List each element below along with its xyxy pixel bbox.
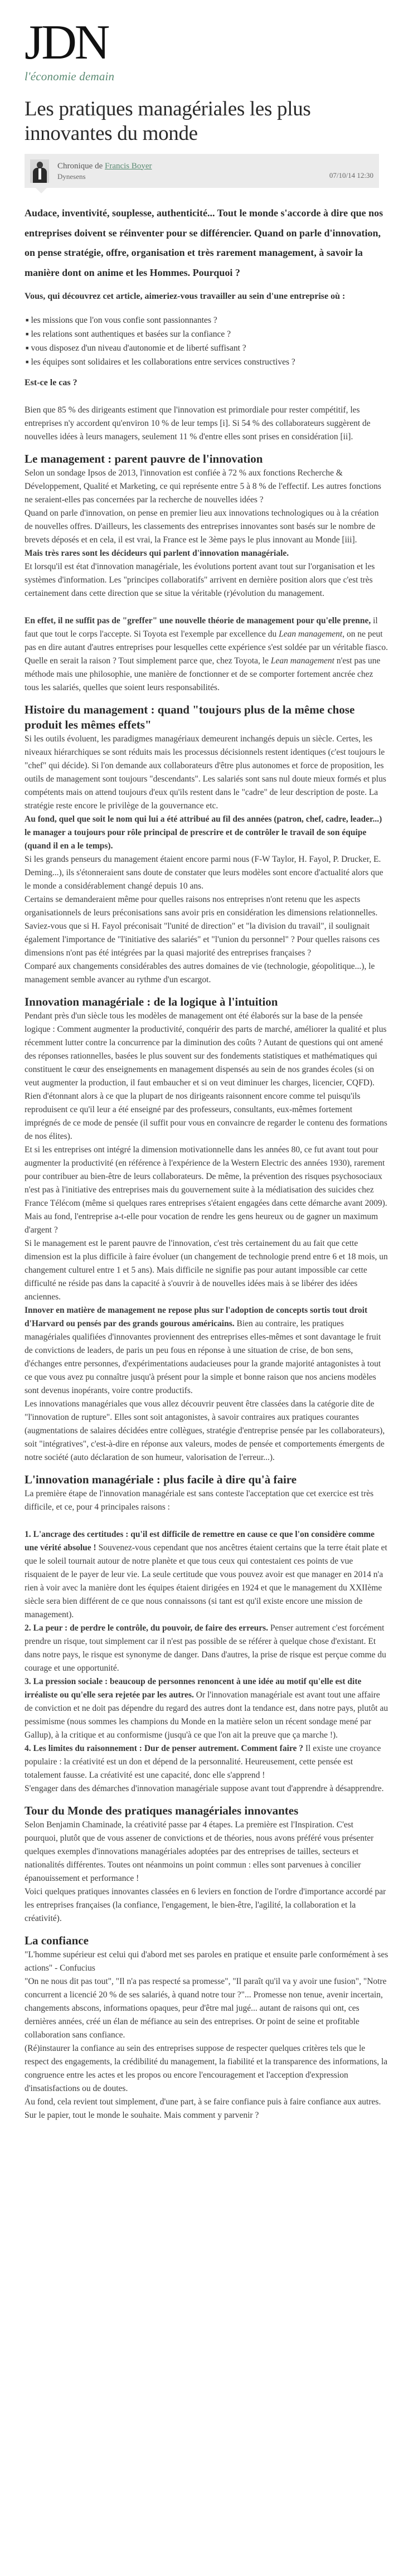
author-box (25, 154, 379, 188)
text-run: , on ne peut pas en dire autant d'autres entreprises pour lesquelles cette expérience s'est soldée par un véritable fiasco. Quelle en serait la raison ? Tout simplement parce que, chez Toyota, le (25, 629, 388, 666)
paragraph: Si le management est le parent pauvre de l'innovation, c'est très certainement du au fait que cette dimension est la plus difficile à faire évoluer (un changement de technologie prend entre 6 et 18 mois, un changement culturel entre 1 et 5 ans). Mais difficile ne signifie pas pour autant impossible car cette difficulté ne réside pas dans la capacité à s'ouvrir à de nouvelles idées mais à se libérer des idées anciennes. (25, 1239, 388, 1302)
paragraph: Pendant près d'un siècle tous les modèles de management ont été élaborés sur la base de la pensée logique : Comment augmenter la productivité, conquérir des parts de marché, améliorer la qualité et plus récemment lutter contre la concurrence par la diminution des coûts ? Autant de questions qui ont amené des réponses rationnelles, basées le plus souvent sur des fondements statistiques et mathématiques qui constituent le cœur des enseignements en management dispensés au sein de nos grandes écoles (si on veut augmenter la production, il faut embaucher et si on veut diminuer les charges, licencier, CQFD). (25, 1011, 387, 1088)
paragraph: Si les outils évoluent, les paradigmes managériaux demeurent inchangés depuis un siècle. Certes, les niveaux hiérarchiques se sont réduits mais les processus décisionnels restent identiques (c'est toujours le "chef" qui décide). Si l'on demande aux collaborateurs d'être plus autonomes et force de proposition, les outils de management sont toujours "descendants". Les salariés sont sans nul doute mieux formés et plus compétents mais on attend toujours d'eux qu'ils restent dans le "cadre" de leur description de poste. La stratégie reste encore le privilège de la gouvernance etc. (25, 734, 386, 811)
section-heading: Innovation managériale : de la logique à l'intuition (25, 995, 278, 1008)
author-meta (57, 161, 329, 181)
paragraph: Selon Benjamin Chaminade, la créativité passe par 4 étapes. La première est l'Inspiration. C'est pourquoi, plutôt que de vous assener de convictions et de théories, nous avons préféré vous présenter quelques exemples d'innovations managériales adoptées par des entreprises de tailles, secteurs et nationalités différentes. Toutes ont néanmoins un point commun : elles sont parvenues à concilier épanouissement et performance ! (25, 1820, 374, 1883)
author-avatar[interactable] (30, 159, 49, 183)
section-heading: L'innovation managériale : plus facile à dire qu'à faire (25, 1473, 297, 1486)
jdn-logo[interactable]: JDN (25, 16, 108, 70)
article-title: Les pratiques managériales les plus innovantes du monde (25, 98, 311, 145)
paragraph: Et lorsqu'il est état d'innovation managériale, les évolutions portent avant tout sur l'organisation et les systèmes d'information. Les "principes collaboratifs" arrivent en dernière position alors que c'est très certainement dans cette direction que se situe la véritable (r)évolution du management. (25, 562, 375, 598)
section-heading: Histoire du management : quand "toujours plus de la même chose produit les mêmes effets" (25, 703, 355, 731)
text-run: Penser autrement c'est forcément prendre un risque, tout simplement car il n'est pas possible de se référer à quelque chose d'existant. Et dans notre pays, le risque est synonyme de danger. Dans d'autres, la prise de risque est perçue comme du courage et une opportunité. (25, 1623, 386, 1673)
intro-checklist (26, 313, 388, 369)
bold-statement: Innover en matière de management ne repose plus sur l'adoption de concepts sortis tout droit d'Harvard ou pensés par des grands gourous américains. (25, 1306, 368, 1328)
paragraph: La première étape de l'innovation managériale est sans conteste l'acceptation que cet exercice est très difficile, et ce, pour 4 principales raisons : (25, 1489, 374, 1512)
paragraph: "On ne nous dit pas tout", "Il n'a pas respecté sa promesse", "Il paraît qu'il va y avoir une fusion", "Notre concurrent a licencié 20 % de ses salariés, à quand notre tour ?"... Promesse non tenue, avenir incertain, changements abscons, informations opaques, peur d'être mal jugé... autant de raisons qui ont, ces dernières années, créé un élan de méfiance au sein des entreprises. Or point de seine et profitable collaboration sans confiance. (25, 1977, 387, 2040)
bold-paragraph (25, 547, 388, 560)
bold-statement: Au fond, quel que soit le nom qui lui a été attribué au fil des années (patron, chef, cadre, leader...) le manager a toujours pour rôle principal de prescrire et de contrôler le travail de son équipe (quand il en a le temps). (25, 814, 382, 851)
list-item: ■ les missions que l'on vous confie sont passionnantes ? (26, 313, 388, 327)
paragraph: Quand on parle d'innovation, on pense en premier lieu aux innovations technologiques ou à la création de nouvelles offres. D'ailleurs, les classements des entreprises innovantes sont basés sur le nombre de brevets déposés et en cela, il est vrai, la France est le 3ème pays le plus innovant au Monde [iii]. (25, 508, 379, 545)
reason-2 (25, 1622, 388, 1675)
italic-term: Lean management (270, 656, 334, 666)
list-item: ■ vous disposez d'un niveau d'autonomie et de liberté suffisant ? (26, 341, 388, 355)
paragraph: Selon un sondage Ipsos de 2013, l'innovation est confiée à 72 % aux fonctions Recherche & Développement, Qualité et Marketing, ce qui représente entre 5 à 8 % de l'effectif. Les autres fonctions ne seraient-elles pas concernées par la recherche de nouvelles idées ? (25, 468, 381, 504)
confucius-quote: "L'homme supérieur est celui qui d'abord met ses paroles en pratique et ensuite parle conformément à ses actions" - Confucius (25, 1950, 388, 1973)
reason-3 (25, 1675, 388, 1742)
paragraph: Voici quelques pratiques innovantes classées en 6 leviers en fonction de l'ordre d'importance accordé par les entreprises françaises (la confiance, l'engagement, le bien-être, l'agilité, la collaboration et la créativité). (25, 1887, 386, 1923)
paragraph: Les innovations managériales que vous allez découvrir peuvent être classées dans la catégorie dite de "l'innovation de rupture". Elles sont soit antagonistes, à savoir contraires aux pratiques courantes (augmentations de salaires décidées entre collègues, stratégie d'entreprise pensée par les collaborateurs), soit "intégratives", c'est-à-dire en réponse aux valeurs, modes de pensée et comportements émergents de notre société (auto déclaration de son humeur, valorisation de l'erreur...). (25, 1399, 385, 1462)
text-run: Bien au contraire, les pratiques managériales qualifiées d'innovantes proviennent des entreprises elles-mêmes et sont davantage le fruit de convictions de leaders, de paris un peu fous en réponse à une situation de crise, de bon sens, d'échanges entre personnes, d'expérimentations audacieuses pour la grande majorité antagonistes à tout ce que vous avez pu connaître jusqu'à présent pour la simple et bonne raison que nos anciens modèles sont devenus inopérants, voire contre productifs. (25, 1319, 381, 1395)
bold-statement: 3. La pression sociale : beaucoup de personnes renoncent à une idée au motif qu'elle est dite irréaliste ou qu'elle sera rejetée par les autres. (25, 1677, 362, 1700)
paragraph (25, 1304, 388, 1398)
section-tour-du-monde (25, 1803, 388, 1925)
paragraph: Comparé aux changements considérables des autres domaines de vie (technologie, géopolitique...), le management semble avancer au rythme d'un escargot. (25, 962, 375, 984)
bold-statement: 2. La peur : de perdre le contrôle, du pouvoir, de faire des erreurs. (25, 1623, 268, 1633)
text-run: n'est pas une méthode mais une philosophie, une manière de fonctionner et de se comporter fortement ancrée chez tous les salariés, quelles que soient leurs responsabilités. (25, 656, 381, 692)
paragraph: (Ré)instaurer la confiance au sein des entreprises suppose de respecter quelques critères tels que le respect des engagements, la crédibilité du management, la fiabilité et la transparence des informations, la congruence entre les actes et les propos ou encore l'encouragement et l'acception d'expression d'insatisfactions ou de doutes. (25, 2044, 388, 2093)
paragraph: Certains se demanderaient même pour quelles raisons nos entreprises n'ont retenu que les aspects organisationnels de leurs préconisations sans avoir pris en considération les dimensions relationnelles. Saviez-vous que si H. Fayol préconisait "l'unité de direction" et "la division du travail", il soulignait également l'importance de "l'initiative des salariés" et "l'union du personnel" ? Pour quelles raisons ces dimensions n'ont pas été intégrées par la quasi majorité des entreprises françaises ? (25, 895, 380, 958)
intro-paragraph: Bien que 85 % des dirigeants estiment que l'innovation est primordiale pour rester compétitif, les entreprises n'y accordent qu'environ 10 % de leur temps [i]. Si 54 % des collaborateurs suggèrent de nouvelles idées à leurs managers, seulement 11 % d'entre elles sont prises en considération [ii]. (25, 405, 371, 442)
bold-statement: Mais très rares sont les décideurs qui parlent d'innovation managériale. (25, 549, 289, 558)
section-logique-intuition (25, 994, 388, 1464)
section-histoire-management (25, 702, 388, 987)
publish-date: 07/10/14 12:30 (329, 171, 373, 180)
section-plus-facile-a-dire (25, 1472, 388, 1796)
reason-4 (25, 1742, 388, 1782)
paragraph: Si les grands penseurs du management étaient encore parmi nous (F-W Taylor, H. Fayol, P. Drucker, E. Deming...), ils s'étonneraient sans doute de constater que leurs modèles sont encore d'actualité alors que le monde a considérablement changé depuis 10 ans. (25, 855, 383, 891)
reason-1 (25, 1528, 388, 1622)
section-la-confiance (25, 1933, 388, 2122)
bold-statement: En effet, il ne suffit pas de "greffer" une nouvelle théorie de management pour qu'elle prenne, (25, 616, 371, 625)
italic-term: Lean management (279, 629, 343, 639)
section-heading: Le management : parent pauvre de l'innovation (25, 452, 263, 465)
intro-question: Vous, qui découvrez cet article, aimeriez-vous travailler au sein d'une entreprise où : (25, 292, 346, 301)
author-company: Dynesens (57, 172, 86, 181)
paragraph-toyota (25, 614, 388, 695)
paragraph: Rien d'étonnant alors à ce que la plupart de nos dirigeants raisonnent encore comme tel puisqu'ils reproduisent ce qu'il leur a été enseigné par des professeurs, consultants, eux-mêmes fortement imprégnés de ce mode de pensée (il suffit pour vous en convaincre de regarder le contenu des formations de nos élites). (25, 1091, 387, 1141)
bold-statement: 1. L'ancrage des certitudes : qu'il est difficile de remettre en cause ce que l'on considère comme une vérité absolue ! (25, 1530, 375, 1553)
article-lead: Audace, inventivité, souplesse, authenticité... Tout le monde s'accorde à dire que nos entreprises doivent se réinventer pour se différencier. Quand on parle d'innovation, on pense stratégie, offre, organisation et très rarement management, à savoir la manière dont on anime et les Hommes. Pourquoi ? (25, 207, 383, 278)
section-heading: Tour du Monde des pratiques managériales innovantes (25, 1804, 299, 1817)
paragraph: Au fond, cela revient tout simplement, d'une part, à se faire confiance puis à faire confiance aux autres. Sur le papier, tout le monde le souhaite. Mais comment y parvenir ? (25, 2097, 381, 2120)
text-run: Or l'innovation managériale est avant tout une affaire de conviction et ne doit pas dépendre du regard des autres dont la tendance est, dans notre pays, plutôt au pessimisme (nous sommes les champions du Monde en la matière selon un récent sondage mené par Gallup), à la critique et au conformisme (jusqu'à ce que l'on ait la preuve que ça marche !). (25, 1690, 388, 1740)
list-item: ■ les équipes sont solidaires et les collaborations entre services constructives ? (26, 355, 388, 369)
section-heading: La confiance (25, 1934, 89, 1947)
site-tagline: l'économie demain (25, 70, 115, 83)
est-ce-le-cas: Est-ce le cas ? (25, 378, 77, 387)
site-header (25, 0, 388, 84)
list-item: ■ les relations sont authentiques et basées sur la confiance ? (26, 327, 388, 341)
bold-paragraph (25, 813, 388, 853)
paragraph: S'engager dans des démarches d'innovation managériale suppose avant tout d'apprendre à désapprendre. (25, 1784, 384, 1793)
byline-prefix: Chronique de (57, 161, 105, 171)
author-byline (57, 161, 329, 172)
paragraph: Et si les entreprises ont intégré la dimension motivationnelle dans les années 80, ce fut avant tout pour augmenter la productivité (en référence à l'expérience de la Western Electric des années 1930), rarement pour contribuer au bien-être de leurs collaborateurs. De même, la prévention des risques psychosociaux n'est pas à l'initiative des entreprises mais du gouvernement suite à la médiatisation des suicides chez France Télécom (même si quelques rares entreprises s'étaient engagées dans cette démarche avant 2009). Mais au fond, l'entreprise a-t-elle pour vocation de rendre les gens heureux ou de gagner un maximum d'argent ? (25, 1145, 387, 1235)
text-run: il faut que tout le corps l'accepte. Si Toyota est l'exemple par excellence du (25, 616, 378, 639)
bold-statement: 4. Les limites du raisonnement : Dur de penser autrement. Comment faire ? (25, 1744, 303, 1753)
author-link[interactable]: Francis Boyer (104, 161, 152, 171)
text-run: Souvenez-vous cependant que nos ancêtres étaient certains que la terre était plate et que le soleil tournait autour de notre planète et que tous ceux qui contestaient ces points de vue risquaient de le payer de leur vie. La seule certitude que vous pouvez avoir est que manager en 2014 n'a rien à voir avec la manière dont les équipes étaient dirigées en 1924 et que le management du XXIIème siècle sera bien différent de ce que nous connaissons (si tant est qu'il existe encore une mission de management). (25, 1543, 387, 1619)
text-run: Il existe une croyance populaire : la créativité est un don et dépend de la personnalité. Heureusement, cette pensée est totalement fausse. La créativité est une capacité, donc elle s'apprend ! (25, 1744, 381, 1780)
section-management-parent-pauvre (25, 452, 388, 695)
